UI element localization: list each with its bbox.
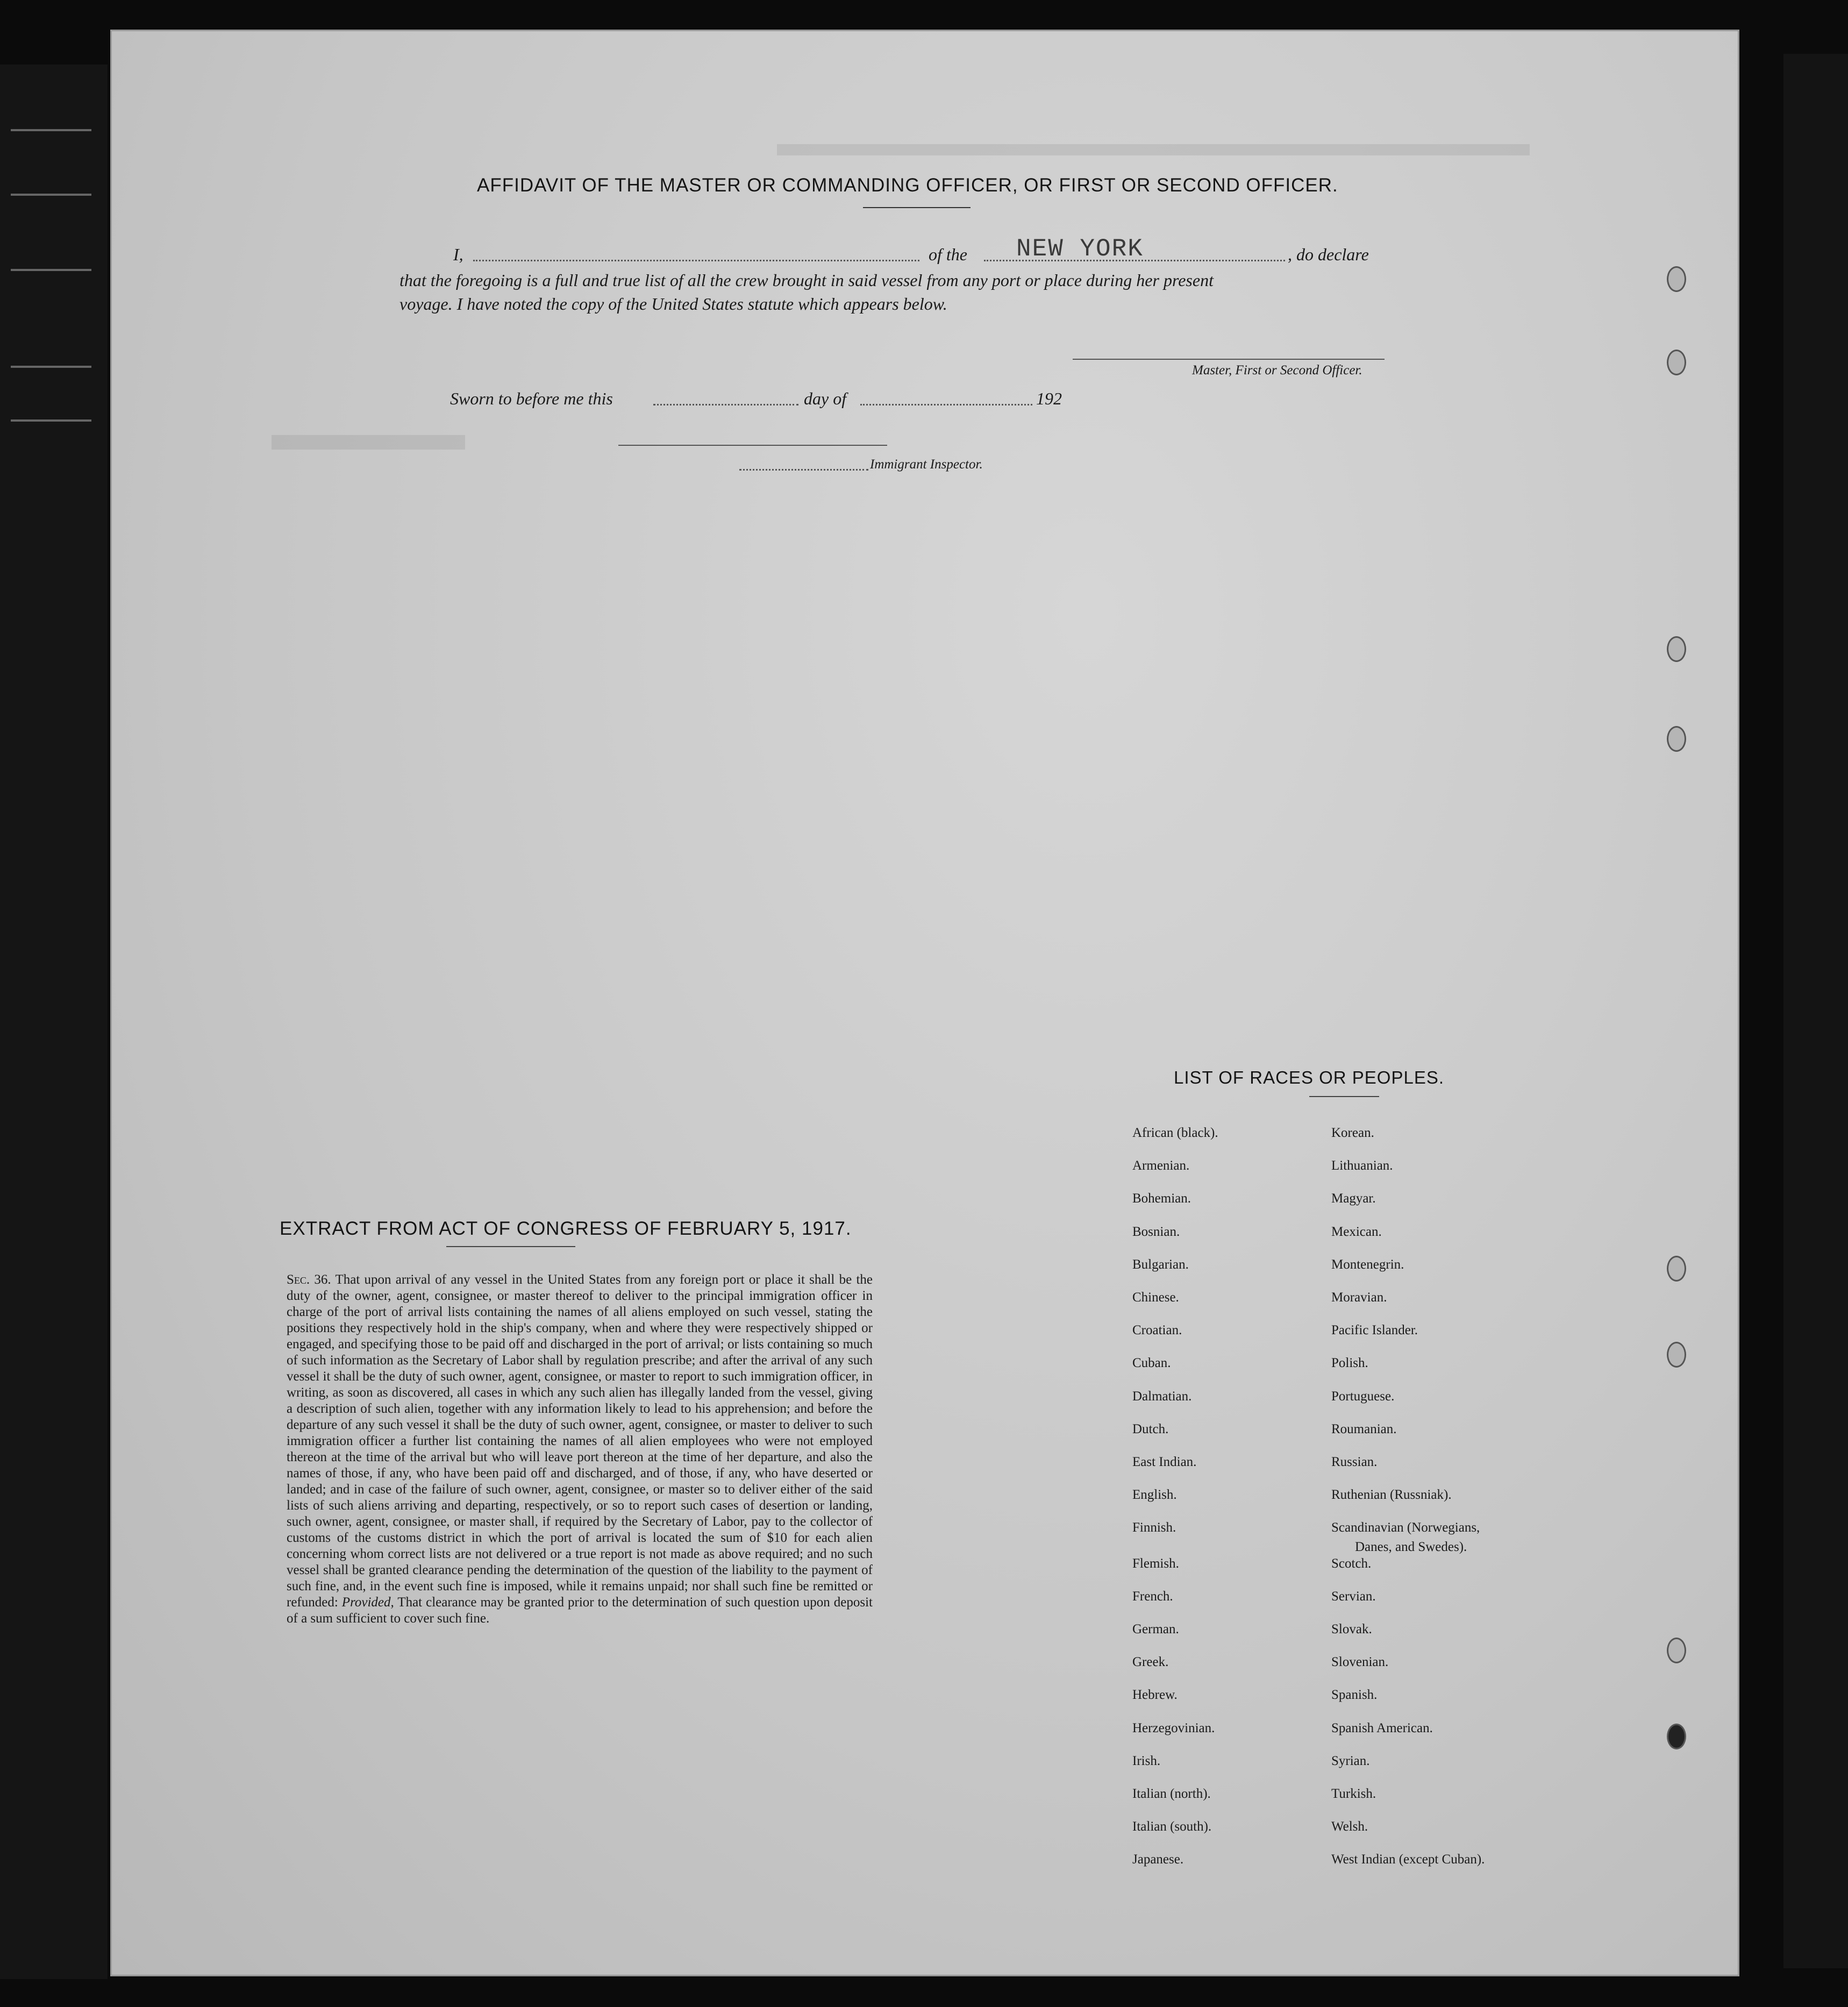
section-label: Sec. 36. xyxy=(287,1272,331,1287)
race-item: Ruthenian (Russniak). xyxy=(1331,1488,1452,1502)
extract-heading-underline xyxy=(446,1246,575,1247)
races-heading: LIST OF RACES OR PEOPLES. xyxy=(1174,1067,1445,1087)
race-item: Portuguese. xyxy=(1331,1389,1395,1404)
sworn-text: Sworn to before me this xyxy=(450,389,613,408)
race-item: English. xyxy=(1132,1488,1177,1502)
affidavit-do-declare: , do declare xyxy=(1288,245,1369,264)
race-item: Dalmatian. xyxy=(1132,1389,1192,1404)
vessel-name-field xyxy=(984,260,1285,261)
punch-hole xyxy=(1667,636,1686,662)
affidavit-i: I, xyxy=(453,245,463,264)
section-text-end: That clearance may be granted prior to the determination of such question upon deposit of a sum sufficient to cover such fine. xyxy=(287,1595,873,1626)
race-item: Finnish. xyxy=(1132,1520,1176,1535)
punch-hole xyxy=(1667,726,1686,752)
sworn-month-field xyxy=(860,404,1032,405)
sworn-day-field xyxy=(653,404,798,405)
heading-underline xyxy=(863,207,971,208)
race-item: Japanese. xyxy=(1132,1852,1184,1867)
race-item: Armenian. xyxy=(1132,1158,1190,1173)
race-item: Russian. xyxy=(1331,1455,1378,1469)
punch-hole xyxy=(1667,1342,1686,1368)
race-item: Pacific Islander. xyxy=(1331,1323,1418,1337)
race-item: Syrian. xyxy=(1331,1754,1370,1768)
race-item: German. xyxy=(1132,1622,1179,1636)
affidavit-line-3: voyage. I have noted the copy of the United States statute which appears below. xyxy=(399,294,947,314)
race-item: Welsh. xyxy=(1331,1819,1368,1834)
race-item: Lithuanian. xyxy=(1331,1158,1393,1173)
race-item: Scotch. xyxy=(1331,1556,1372,1571)
race-item: Hebrew. xyxy=(1132,1688,1178,1702)
right-scan-border xyxy=(1783,54,1848,1968)
race-item: Italian (north). xyxy=(1132,1787,1211,1801)
race-item: African (black). xyxy=(1132,1126,1218,1140)
race-item-continuation: Danes, and Swedes). xyxy=(1355,1540,1467,1554)
proviso-word: Provided, xyxy=(341,1595,394,1610)
race-item: Greek. xyxy=(1132,1655,1169,1669)
race-item: Spanish American. xyxy=(1331,1721,1433,1735)
officer-name-field xyxy=(473,260,919,261)
race-item: Spanish. xyxy=(1331,1688,1378,1702)
race-item: Scandinavian (Norwegians, xyxy=(1331,1520,1480,1535)
race-item: Chinese. xyxy=(1132,1290,1179,1305)
race-item: Cuban. xyxy=(1132,1356,1171,1370)
punch-hole xyxy=(1667,266,1686,292)
races-heading-underline xyxy=(1309,1096,1379,1097)
inspector-label: Immigrant Inspector. xyxy=(870,457,983,472)
master-signature-label: Master, First or Second Officer. xyxy=(1192,363,1362,378)
affidavit-heading: AFFIDAVIT OF THE MASTER OR COMMANDING OFFICER, OR FIRST OR SECOND OFFICER. xyxy=(477,175,1338,196)
bleed-through-mark: ▬▬▬▬▬▬▬▬▬▬▬▬▬▬▬▬▬▬▬▬ xyxy=(777,122,1530,163)
race-item: Montenegrin. xyxy=(1331,1257,1404,1272)
race-item: Magyar. xyxy=(1331,1191,1376,1206)
race-item: Polish. xyxy=(1331,1356,1368,1370)
master-signature-line xyxy=(1073,359,1385,360)
affidavit-of-the: of the xyxy=(929,245,967,264)
race-item: Italian (south). xyxy=(1132,1819,1212,1834)
extract-body xyxy=(287,1272,873,1627)
punch-hole xyxy=(1667,1638,1686,1663)
race-item: Bosnian. xyxy=(1132,1225,1180,1239)
left-scan-border xyxy=(0,65,108,1979)
race-item: Moravian. xyxy=(1331,1290,1387,1305)
punch-hole xyxy=(1667,1724,1686,1749)
section-text: That upon arrival of any vessel in the United States from any foreign port or place it shall be the duty of the owner, agent, consignee, or master thereof to deliver to the principal immigration officer in charge of the port of arrival lists containing the names of all aliens employed on such vessel, stating the positions they respectively hold in the ship's company, when and where they were respectively shipped or engaged, and specifying those to be paid off and discharged in the port of arrival; or lists containing so much of such information as the Secretary of Labor shall by regulation prescribe; and after the arrival of any such vessel it shall be the duty of such owner, agent, consignee, or master to report to such immigration officer, in writing, as soon as discovered, all cases in which any such alien has illegally landed from the vessel, giving a description of such alien, together with any information likely to lead to his apprehension; and before the departure of any such vessel it shall be the duty of such owner, agent, consignee, or master to deliver to such immigration officer a further list containing the names of all alien employees who were not employed thereon at the time of the arrival but who will leave port thereon at the time of her departure, and also the names of those, if any, who have been paid off and discharged, and of those, if any, who have deserted or landed; and in case of the failure of such owner, agent, consignee, or master so to deliver either of the said lists of such aliens arriving and departing, respectively, or so to report such cases of desertion or landing, such owner, agent, consignee, or master shall, if required by the Secretary of Labor, pay to the collector of customs of the customs district in which the port of arrival is located the sum of $10 for each alien concerning whom correct lists are not delivered or a true report is not made as above required; and no such vessel shall be granted clearance pending the determination of the question of the liability to the payment of such fine, and, in the event such fine is imposed, while it remains unpaid; nor shall such fine be remitted or refunded: xyxy=(287,1272,873,1610)
race-item: Slovak. xyxy=(1331,1622,1372,1636)
race-item: West Indian (except Cuban). xyxy=(1331,1852,1485,1867)
race-item: French. xyxy=(1132,1589,1173,1604)
race-item: Korean. xyxy=(1331,1126,1374,1140)
race-item: Mexican. xyxy=(1331,1225,1382,1239)
race-item: Roumanian. xyxy=(1331,1422,1397,1436)
affidavit-line-2: that the foregoing is a full and true list of all the crew brought in said vessel from any port or place during her present xyxy=(399,271,1214,290)
race-item: Servian. xyxy=(1331,1589,1376,1604)
sworn-day-of: day of xyxy=(804,389,847,408)
race-item: Croatian. xyxy=(1132,1323,1182,1337)
inspector-dotted-line xyxy=(739,469,868,471)
punch-hole xyxy=(1667,350,1686,375)
extract-heading: EXTRACT FROM ACT OF CONGRESS OF FEBRUARY 5, 1917. xyxy=(280,1218,852,1239)
manifest-page xyxy=(110,30,1739,1976)
race-item: Irish. xyxy=(1132,1754,1161,1768)
race-item: Turkish. xyxy=(1331,1787,1376,1801)
race-item: Bulgarian. xyxy=(1132,1257,1189,1272)
race-item: Herzegovinian. xyxy=(1132,1721,1215,1735)
race-item: Slovenian. xyxy=(1331,1655,1389,1669)
race-item: Flemish. xyxy=(1132,1556,1179,1571)
bleed-through-mark: ▬▬▬▬ xyxy=(272,407,465,460)
race-item: East Indian. xyxy=(1132,1455,1197,1469)
race-item: Dutch. xyxy=(1132,1422,1169,1436)
sworn-year: 192 xyxy=(1036,389,1062,408)
vessel-name-stamp: NEW YORK xyxy=(1016,235,1144,263)
inspector-signature-line xyxy=(618,445,887,446)
race-item: Bohemian. xyxy=(1132,1191,1191,1206)
punch-hole xyxy=(1667,1256,1686,1282)
